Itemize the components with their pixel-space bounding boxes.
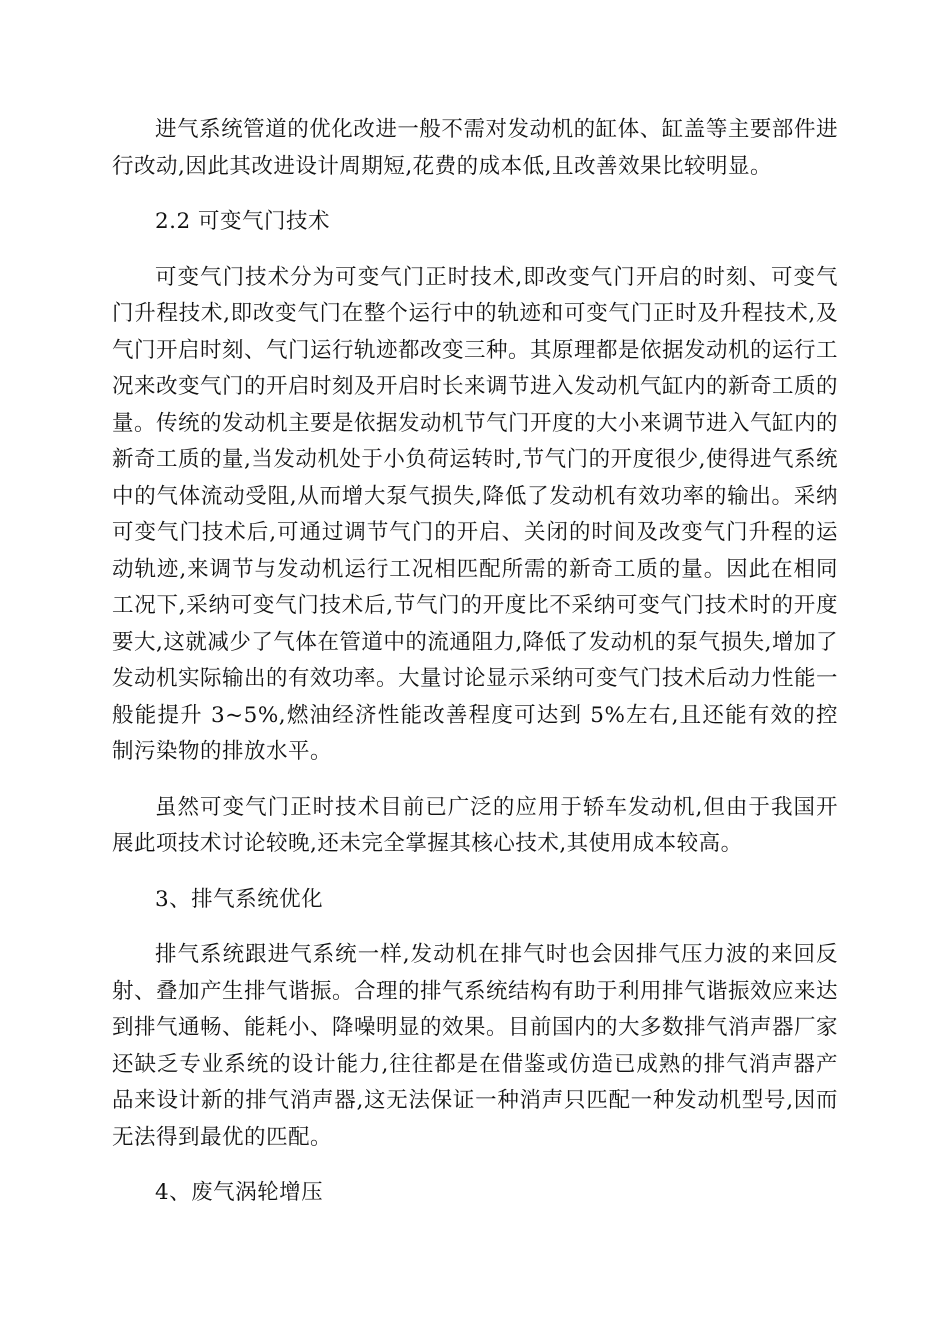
paragraph-variable-valve-timing-status: 虽然可变气门正时技术目前已广泛的应用于轿车发动机,但由于我国开展此项技术讨论较晚,还未完全掌握其核心技术,其使用成本较高。: [112, 794, 838, 856]
section-heading-4: 4、废气涡轮增压: [155, 1180, 324, 1205]
paragraph-gap: [112, 771, 838, 790]
paragraph-variable-valve-technology: 可变气门技术分为可变气门正时技术,即改变气门开启的时刻、可变气门升程技术,即改变气门在整个运行中的轨迹和可变气门正时及升程技术,及气门开启时刻、气门运行轨迹都改变三种。其原理都是依据发动机的运行工况来改变气门的开启时刻及开启时长来调节进入发动机气缸内的新奇工质的量。传统的发动机主要是依据发动机节气门开度的大小来调节进入气缸内的新奇工质的量,当发动机处于小负荷运转时,节气门的开度很少,使得进气系统中的气体流动受阻,从而增大泵气损失,降低了发动机有效功率的输出。采纳可变气门技术后,可通过调节气门的开启、关闭的时间及改变气门升程的运动轨迹,来调节与发动机运行工况相匹配所需的新奇工质的量。因此在相同工况下,采纳可变气门技术后,节气门的开度比不采纳可变气门技术时的开度要大,这就减少了气体在管道中的流通阻力,降低了发动机的泵气损失,增加了发动机实际输出的有效功率。大量讨论显示采纳可变气门技术后动力性能一般能提升 3~5%,燃油经济性能改善程度可达到 5%左右,且还能有效的控制污染物的排放水平。: [112, 264, 839, 764]
paragraph-exhaust-system: 排气系统跟进气系统一样,发动机在排气时也会因排气压力波的来回反射、叠加产生排气谐振。合理的排气系统结构有助于利用排气谐振效应来达到排气通畅、能耗小、降噪明显的效果。目前国内的大多数排气消声器厂家还缺乏专业系统的设计能力,往往都是在借鉴或仿造已成熟的排气消声器产品来设计新的排气消声器,这无法保证一种消声只匹配一种发动机型号,因而无法得到最优的匹配。: [112, 942, 839, 1150]
document-page: [112, 112, 838, 1212]
section-heading-2-2: 2.2 可变气门技术: [155, 209, 331, 234]
paragraph-gap: [112, 863, 838, 882]
paragraph-gap: [112, 918, 838, 937]
paragraph-gap: [112, 185, 838, 204]
section-heading-3: 3、排气系统优化: [155, 886, 324, 912]
paragraph-gap: [112, 1156, 838, 1175]
paragraph-gap: [112, 241, 838, 260]
paragraph-intake-optimization: 进气系统管道的优化改进一般不需对发动机的缸体、缸盖等主要部件进行改动,因此其改进设计周期短,花费的成本低,且改善效果比较明显。: [112, 117, 838, 179]
